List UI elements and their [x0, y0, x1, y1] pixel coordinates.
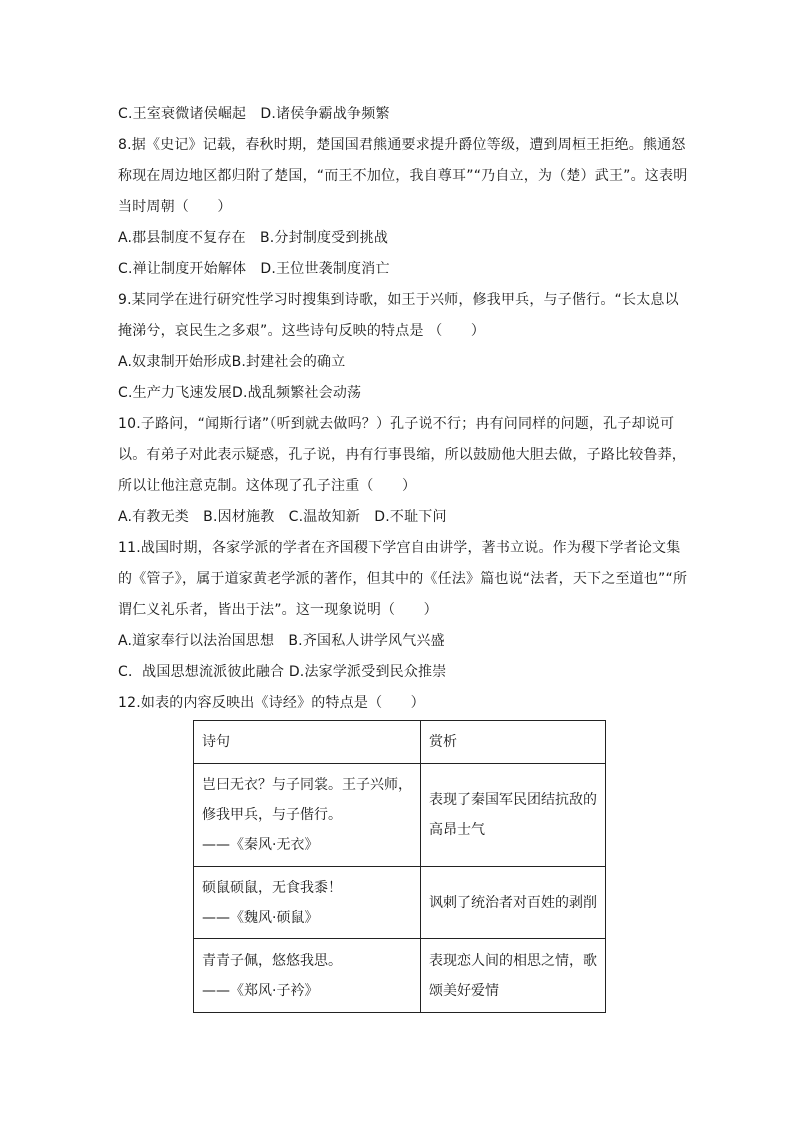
question-11-line: 的《管子》，属于道家黄老学派的著作，但其中的《任法》篇也说“法者，天下之至道也”“所 — [118, 571, 688, 587]
option-line: C.生产力飞速发展D.战乱频繁社会动荡 — [118, 385, 362, 401]
question-11-line: 11.战国时期，各家学派的学者在齐国稷下学宫自由讲学，著书立说。作为稷下学者论文集 — [118, 540, 681, 556]
table-header-row — [194, 721, 606, 764]
poem-cell — [194, 939, 421, 1013]
option-line: A.奴隶制开始形成B.封建社会的确立 — [118, 354, 346, 370]
option-line: C．战国思想流派彼此融合 D.法家学派受到民众推崇 — [118, 664, 447, 680]
analysis-line: 高昂士气 — [429, 822, 485, 838]
poem-source: ——《秦风·无衣》 — [202, 837, 319, 853]
option-line: C.王室衰微诸侯崛起 D.诸侯争霸战争频繁 — [118, 106, 390, 122]
analysis-cell — [421, 867, 606, 939]
question-10-line: 10.子路问，“闻斯行诸”（听到就去做吗？）孔子说不行；冉有问同样的问题，孔子却说可 — [118, 416, 675, 432]
option-line: A.道家奉行以法治国思想 B.齐国私人讲学风气兴盛 — [118, 633, 445, 649]
question-10-line: 以。有弟子对此表示疑惑，孔子说，冉有行事畏缩，所以鼓励他大胆去做，子路比较鲁莽， — [118, 447, 686, 463]
table-header-analysis: 赏析 — [421, 721, 606, 764]
analysis-line: 表现了秦国军民团结抗敌的 — [429, 792, 597, 808]
question-8-line: 8.据《史记》记载，春秋时期，楚国国君熊通要求提升爵位等级，遭到周桓王拒绝。熊通怒 — [118, 137, 686, 153]
table-header-poem: 诗句 — [194, 721, 421, 764]
table-row — [194, 867, 606, 939]
question-11-line: 谓仁义礼乐者，皆出于法”。这一现象说明（ ） — [118, 602, 438, 618]
table-row — [194, 764, 606, 867]
table-row — [194, 939, 606, 1013]
analysis-line: 表现恋人间的相思之情，歌 — [429, 952, 597, 969]
question-8-line: 当时周朝（ ） — [118, 199, 232, 215]
option-line: A.郡县制度不复存在 B.分封制度受到挑战 — [118, 230, 389, 246]
analysis-cell — [421, 764, 606, 867]
poem-source: ——《魏风·硕鼠》 — [202, 909, 319, 926]
poem-line: 修我甲兵，与子偕行。 — [202, 807, 342, 823]
poem-cell — [194, 867, 421, 939]
option-line: C.禅让制度开始解体 D.王位世袭制度消亡 — [118, 261, 390, 277]
option-line: A.有教无类 B.因材施教 C.温故知新 D.不耻下问 — [118, 509, 447, 525]
analysis-line: 颂美好爱情 — [429, 982, 499, 999]
poem-cell — [194, 764, 421, 867]
analysis-cell — [421, 939, 606, 1013]
question-9-line: 掩涕兮，哀民生之多艰”。这些诗句反映的特点是 （ ） — [118, 323, 486, 339]
question-8-line: 称现在周边地区都归附了楚国，“而王不加位，我自尊耳”“乃自立，为（楚）武王”。这表明 — [118, 168, 688, 184]
question-text — [118, 99, 688, 719]
poem-line: 硕鼠硕鼠，无食我黍！ — [202, 879, 342, 896]
question-12-line: 12.如表的内容反映出《诗经》的特点是（ ） — [118, 695, 425, 711]
question-10-line: 所以让他注意克制。这体现了孔子注重（ ） — [118, 478, 417, 494]
poem-table — [193, 720, 606, 1013]
analysis-line: 讽刺了统治者对百姓的剥削 — [429, 894, 597, 911]
poem-source: ——《郑风·子衿》 — [202, 982, 319, 999]
poem-line: 岂曰无衣？与子同裳。王子兴师， — [202, 777, 412, 793]
poem-line: 青青子佩，悠悠我思。 — [202, 952, 342, 969]
question-9-line: 9.某同学在进行研究性学习时搜集到诗歌，如王于兴师，修我甲兵，与子偕行。“长太息以 — [118, 292, 679, 308]
